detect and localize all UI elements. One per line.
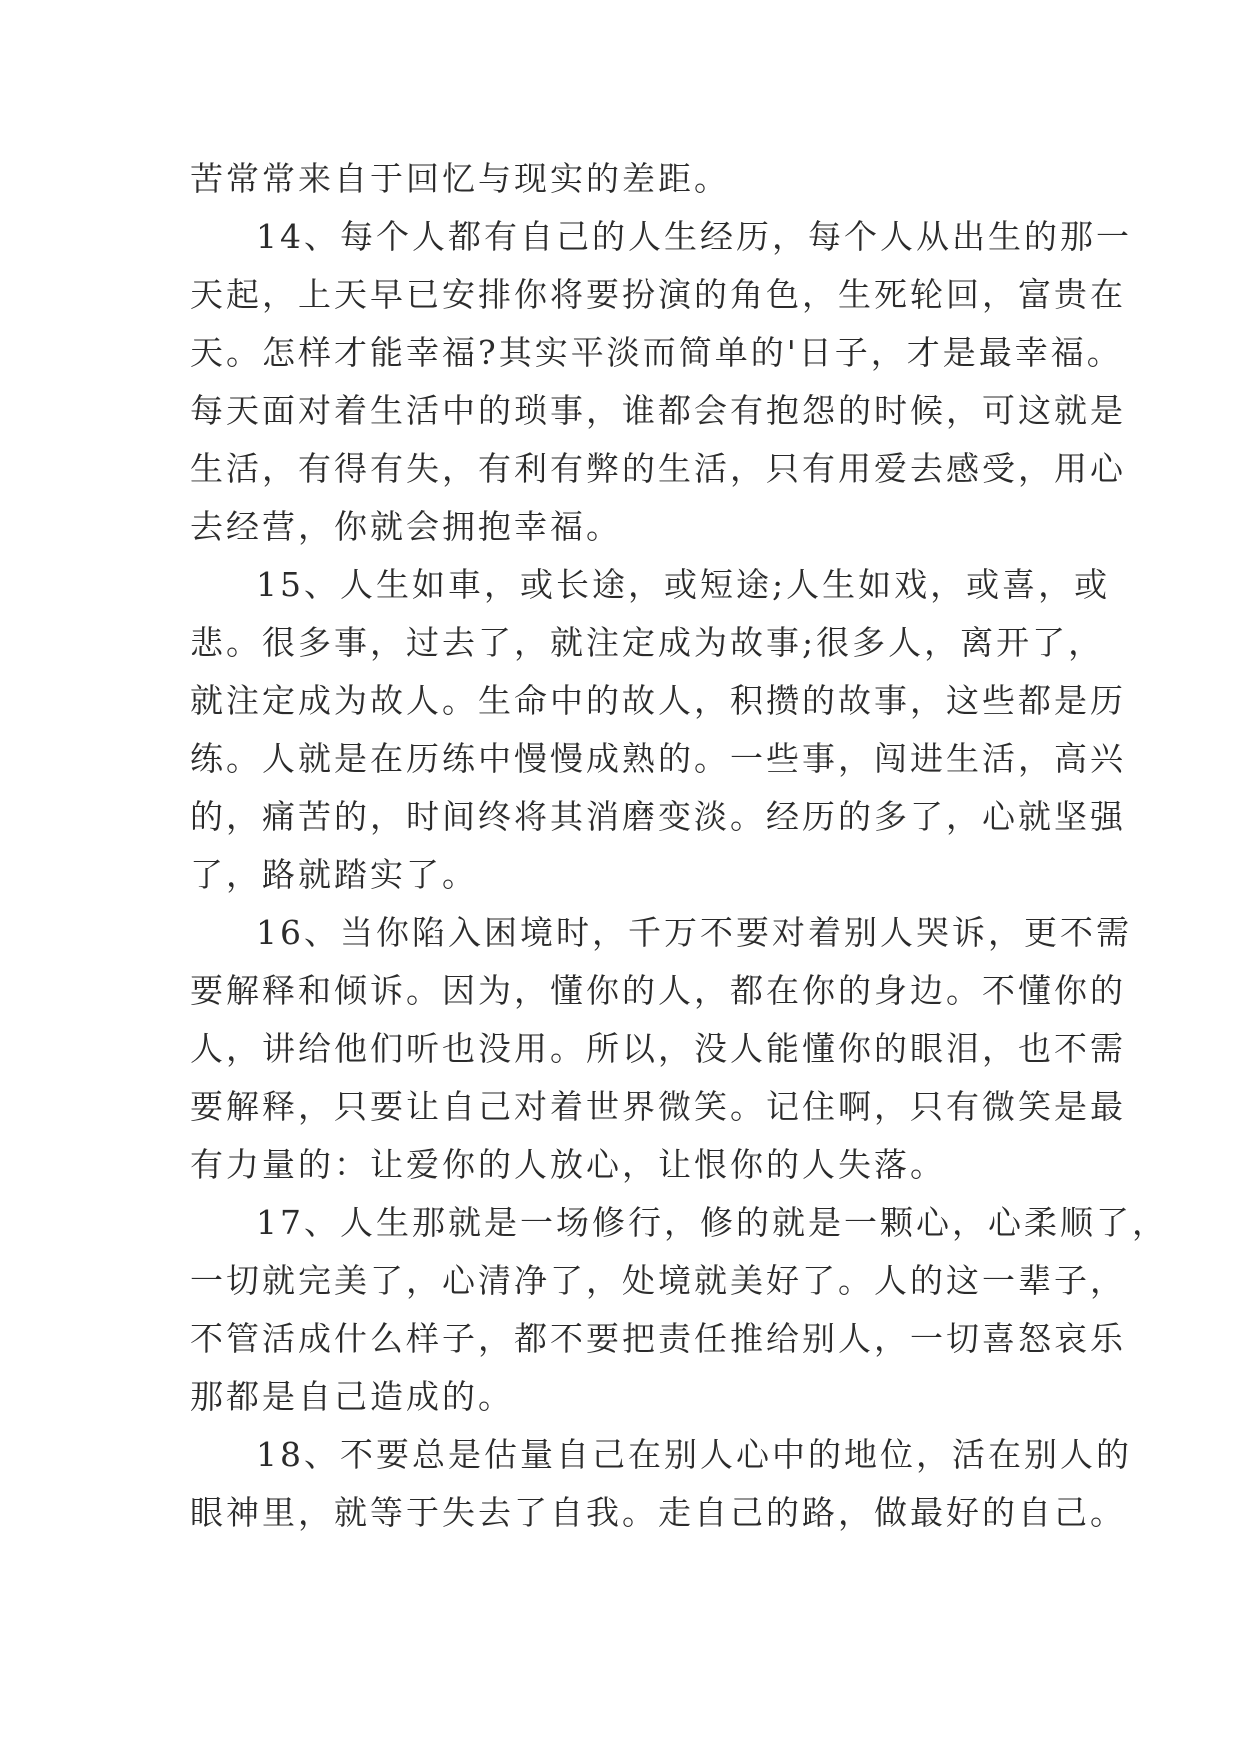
text-line: 苦常常来自于回忆与现实的差距。 — [190, 159, 730, 198]
text-line: 练。人就是在历练中慢慢成熟的。一些事，闯进生活，高兴 — [190, 739, 1126, 778]
text-line: 生活，有得有失，有利有弊的生活，只有用爱去感受，用心 — [190, 449, 1126, 488]
text-line: 眼神里，就等于失去了自我。走自己的路，做最好的自己。 — [190, 1493, 1126, 1532]
text-line: 去经营，你就会拥抱幸福。 — [190, 507, 622, 546]
text-line: 就注定成为故人。生命中的故人，积攒的故事，这些都是历 — [190, 681, 1126, 720]
paragraph-18-first-line: 18、不要总是估量自己在别人心中的地位，活在别人的 — [256, 1435, 1132, 1474]
text-line: 的，痛苦的，时间终将其消磨变淡。经历的多了，心就坚强 — [190, 797, 1126, 836]
document-body — [190, 150, 1168, 1542]
text-line: 要解释和倾诉。因为，懂你的人，都在你的身边。不懂你的 — [190, 971, 1126, 1010]
text-line: 不管活成什么样子，都不要把责任推给别人，一切喜怒哀乐 — [190, 1319, 1126, 1358]
paragraph-17-first-line: 17、人生那就是一场修行，修的就是一颗心，心柔顺了， — [256, 1203, 1168, 1242]
text-line: 悲。很多事，过去了，就注定成为故事;很多人，离开了， — [190, 623, 1105, 662]
text-line: 人，讲给他们听也没用。所以，没人能懂你的眼泪，也不需 — [190, 1029, 1126, 1068]
text-line: 要解释，只要让自己对着世界微笑。记住啊，只有微笑是最 — [190, 1087, 1126, 1126]
paragraph-16-first-line: 16、当你陷入困境时，千万不要对着别人哭诉，更不需 — [256, 913, 1132, 952]
text-line: 天。怎样才能幸福?其实平淡而简单的'日子，才是最幸福。 — [190, 333, 1123, 372]
text-line: 那都是自己造成的。 — [190, 1377, 514, 1416]
paragraph-15-first-line: 15、人生如車，或长途，或短途;人生如戏，或喜，或 — [256, 565, 1111, 604]
text-line: 一切就完美了，心清净了，处境就美好了。人的这一辈子， — [190, 1261, 1126, 1300]
text-line: 有力量的：让爱你的人放心，让恨你的人失落。 — [190, 1145, 946, 1184]
text-line: 了，路就踏实了。 — [190, 855, 478, 894]
text-line: 每天面对着生活中的琐事，谁都会有抱怨的时候，可这就是 — [190, 391, 1126, 430]
paragraph-14-first-line: 14、每个人都有自己的人生经历，每个人从出生的那一 — [256, 217, 1132, 256]
text-line: 天起，上天早已安排你将要扮演的角色，生死轮回，富贵在 — [190, 275, 1126, 314]
